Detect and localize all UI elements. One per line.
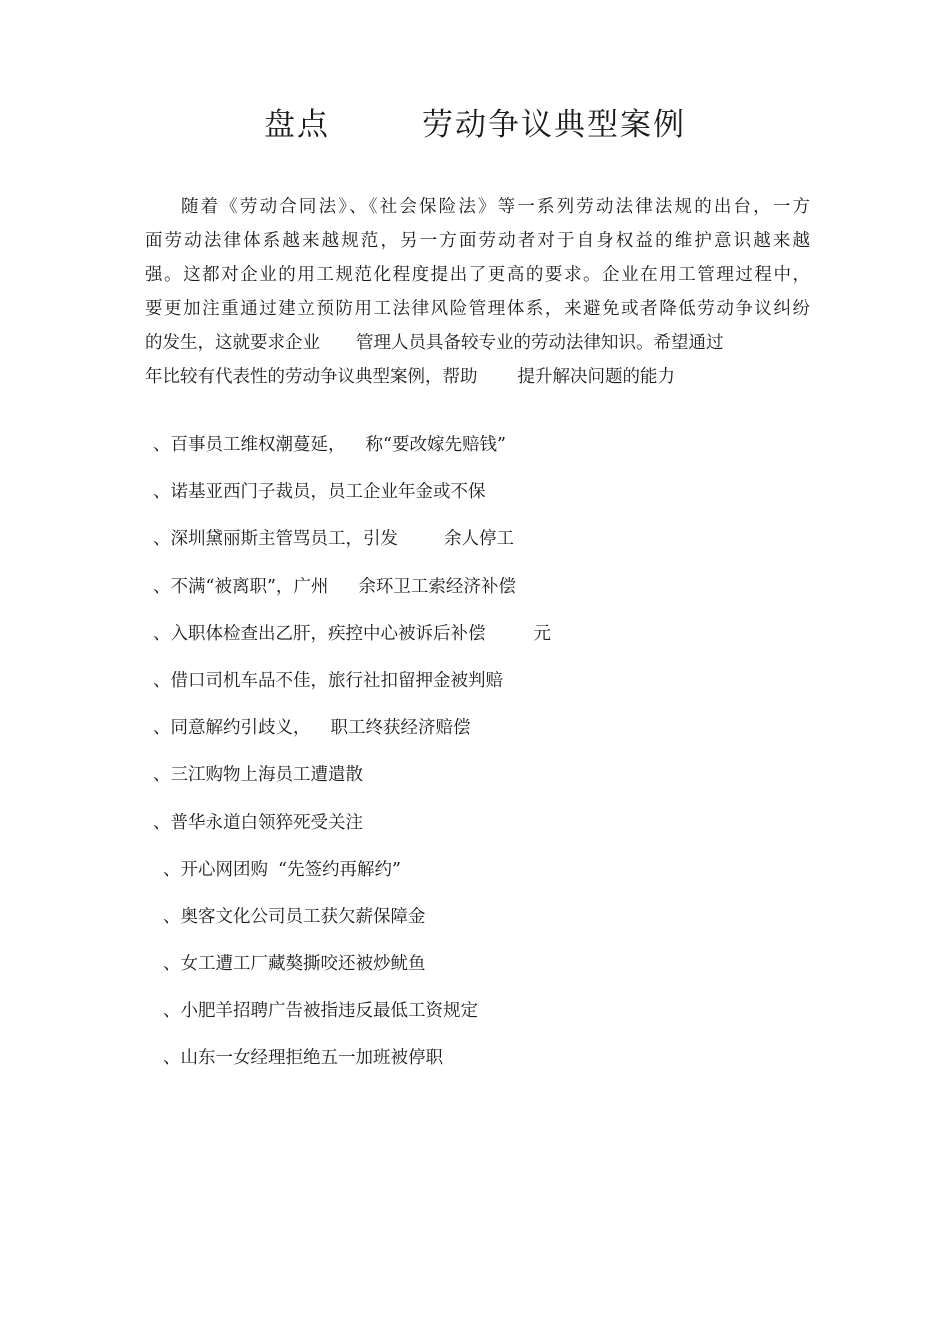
list-item: 、女工遭工厂藏獒撕咬还被炒鱿鱼 bbox=[163, 954, 426, 975]
list-item: 、入职体检查出乙肝，疾控中心被诉后补偿 元 bbox=[153, 623, 551, 644]
list-item: 、百事员工维权潮蔓延， 称“要改嫁先赔钱” bbox=[153, 435, 506, 455]
list-item: 、山东一女经理拒绝五一加班被停职 bbox=[163, 1048, 443, 1069]
intro-line-6 bbox=[145, 360, 810, 394]
intro-line-1: 随着《劳动合同法》、《社会保险法》等一系列劳动法律法规的出台，一方 bbox=[181, 197, 810, 217]
list-item: 、三江购物上海员工遭遣散 bbox=[153, 765, 363, 786]
case-list bbox=[153, 428, 813, 1089]
intro-line-2: 面劳动法律体系越来越规范，另一方面劳动者对于自身权益的维护意识越来越 bbox=[145, 231, 810, 251]
intro-line-5a: 的发生，这就要求企业 bbox=[145, 333, 320, 353]
page-title bbox=[0, 102, 950, 148]
list-item: 、小肥羊招聘广告被指违反最低工资规定 bbox=[163, 1001, 478, 1022]
intro-line-6a: 年比较有代表性的劳动争议典型案例，帮助 bbox=[145, 367, 478, 387]
intro-line-4: 要更加注重通过建立预防用工法律风险管理体系，来避免或者降低劳动争议纠纷 bbox=[145, 299, 810, 319]
title-part-2: 劳动争议典型案例 bbox=[422, 107, 686, 143]
list-item: 、深圳黛丽斯主管骂员工，引发 余人停工 bbox=[153, 529, 514, 550]
list-item: 、开心网团购 “先签约再解约” bbox=[163, 859, 401, 880]
intro-line-5b: 管理人员具备较专业的劳动法律知识。希望通过 bbox=[356, 333, 724, 353]
title-part-1: 盘点 bbox=[264, 107, 330, 143]
list-item: 、同意解约引歧义， 职工终获经济赔偿 bbox=[153, 718, 471, 739]
intro-line-3: 强。这都对企业的用工规范化程度提出了更高的要求。企业在用工管理过程中， bbox=[145, 265, 810, 285]
list-item: 、奥客文化公司员工获欠薪保障金 bbox=[163, 906, 426, 927]
list-item: 、普华永道白领猝死受关注 bbox=[153, 812, 363, 833]
intro-paragraph bbox=[145, 190, 810, 394]
list-item: 、诺基亚西门子裁员，员工企业年金或不保 bbox=[153, 482, 486, 503]
intro-line-5 bbox=[145, 326, 810, 360]
list-item: 、不满“被离职”，广州 余环卫工索经济补偿 bbox=[153, 576, 516, 597]
intro-line-6b: 提升解决问题的能力 bbox=[517, 367, 675, 387]
list-item: 、借口司机车品不佳，旅行社扣留押金被判赔 bbox=[153, 670, 503, 691]
